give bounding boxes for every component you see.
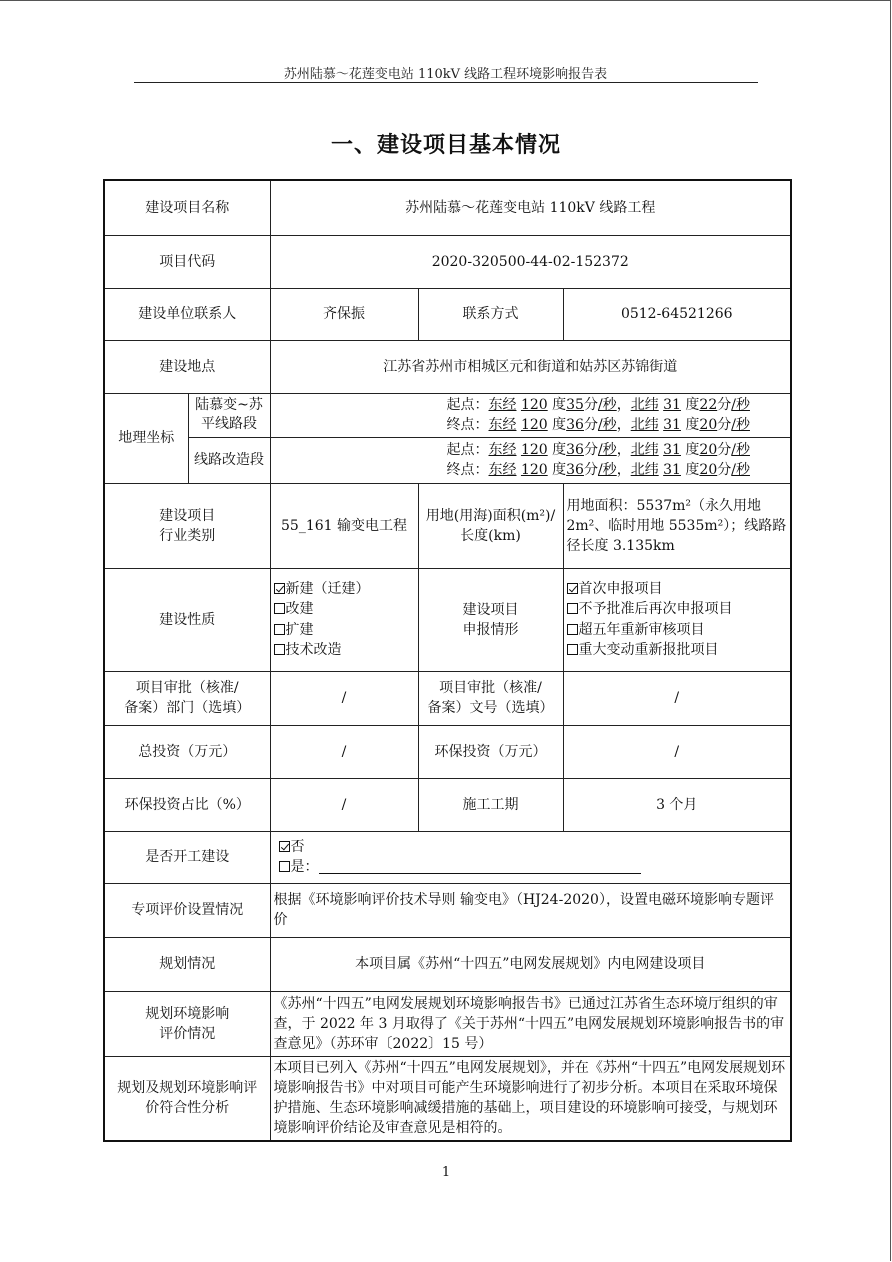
coord-deg-unit: 度 — [552, 462, 567, 478]
checkbox-icon — [567, 624, 578, 635]
coord-north-deg: 31 — [663, 442, 681, 458]
coord-north-deg: 31 — [663, 397, 681, 413]
row-contact — [104, 288, 791, 340]
project-name-label: 建设项目名称 — [104, 180, 270, 235]
env-investment-value: / — [563, 725, 791, 778]
planning-eia-label-line1: 规划环境影响 — [145, 1005, 230, 1022]
coord-east-min: 36 — [566, 462, 584, 478]
coord-prefix: 终点： — [446, 462, 489, 478]
coord-north-min: 20 — [699, 462, 718, 478]
coord-min-unit: 分 — [717, 462, 732, 478]
declare-option-major-change[interactable] — [567, 640, 788, 661]
option-label: 否 — [290, 838, 305, 855]
planning-label: 规划情况 — [104, 937, 270, 991]
coord-north-label: 北纬 — [630, 417, 659, 433]
coord-prefix: 起点： — [446, 397, 489, 413]
location-value: 江苏省苏州市相城区元和街道和姑苏区苏锦街道 — [270, 340, 791, 393]
geo-segment-1-start — [447, 395, 788, 415]
geo-segment-1-name — [188, 393, 270, 437]
coord-comma: ， — [616, 417, 631, 433]
planning-eia-value: 《苏州“十四五”电网发展规划环境影响报告书》已通过江苏省生态环境厅组织的审查，于 2022 年 3 月取得了《关于苏州“十四五”电网发展规划环境影响报告书的审查意见》（苏环审〔2022〕15 号） — [270, 991, 791, 1056]
coord-sec-unit: /秒 — [597, 442, 617, 458]
coord-east-label: 东经 — [488, 442, 517, 458]
checkbox-icon — [567, 603, 578, 614]
coord-deg-unit: 度 — [685, 442, 700, 458]
nature-option-rebuild[interactable] — [274, 599, 415, 620]
geo-segment-2-start — [447, 440, 788, 460]
row-approval — [104, 671, 791, 725]
started-options — [270, 831, 791, 883]
row-investment — [104, 725, 791, 778]
option-label: 新建（迁建） — [285, 580, 370, 597]
industry-label-line2: 行业类别 — [159, 527, 216, 544]
coord-east-min: 36 — [566, 442, 584, 458]
option-label: 技术改造 — [285, 642, 342, 658]
approval-dept-value: / — [270, 671, 418, 725]
coord-min-unit: 分 — [583, 397, 598, 413]
coord-north-min: 20 — [699, 442, 718, 458]
coord-comma: ， — [616, 462, 631, 478]
section-title: 一、建设项目基本情况 — [330, 133, 561, 158]
row-planning-eia — [104, 991, 791, 1056]
industry-label — [104, 483, 270, 568]
coord-north-label: 北纬 — [630, 442, 659, 458]
area-label — [418, 483, 563, 568]
coord-prefix: 起点： — [446, 442, 489, 458]
investment-value: / — [270, 725, 418, 778]
option-label: 是： — [290, 859, 319, 875]
nature-option-new[interactable] — [274, 579, 415, 600]
env-ratio-label: 环保投资占比（%） — [104, 778, 270, 831]
coord-east-label: 东经 — [488, 462, 517, 478]
coord-deg-unit: 度 — [552, 417, 567, 433]
geo-segment-1-end — [447, 415, 788, 435]
project-name-value: 苏州陆慕～花莲变电站 110kV 线路工程 — [270, 180, 791, 235]
coord-sec-unit: /秒 — [731, 442, 750, 458]
started-option-no[interactable] — [279, 837, 788, 858]
coord-min-unit: 分 — [717, 442, 732, 458]
coord-east-label: 东经 — [488, 417, 517, 433]
nature-label: 建设性质 — [104, 568, 270, 671]
coord-north-min: 22 — [699, 397, 718, 413]
checkbox-icon — [274, 644, 285, 655]
compliance-label — [104, 1056, 270, 1141]
row-nature — [104, 568, 791, 671]
declare-option-first[interactable] — [567, 579, 788, 600]
coord-sec-unit: /秒 — [731, 397, 750, 413]
contact-name: 齐保振 — [270, 288, 418, 340]
row-location — [104, 340, 791, 393]
option-label: 超五年重新审核项目 — [578, 621, 705, 638]
env-ratio-value: / — [270, 778, 418, 831]
checkbox-icon — [279, 861, 290, 872]
yes-fill-in-line[interactable] — [319, 859, 641, 874]
row-started — [104, 831, 791, 883]
checkbox-icon — [274, 603, 285, 614]
period-value: 3 个月 — [563, 778, 791, 831]
row-project-name — [104, 180, 791, 235]
coord-deg-unit: 度 — [685, 397, 700, 413]
compliance-label-line2: 价符合性分析 — [145, 1100, 230, 1117]
declare-options — [563, 568, 791, 671]
coord-deg-unit: 度 — [685, 462, 700, 478]
compliance-label-line1: 规划及规划环境影响评 — [117, 1080, 258, 1097]
geo-segment-1-coords — [270, 393, 791, 437]
coord-sec-unit: /秒 — [731, 462, 750, 478]
coord-min-unit: 分 — [717, 397, 732, 413]
coord-east-deg: 120 — [520, 417, 548, 433]
location-label: 建设地点 — [104, 340, 270, 393]
geo-segment-2-name: 线路改造段 — [188, 437, 270, 483]
phone-value: 0512-64521266 — [563, 288, 791, 340]
coord-sec-unit: /秒 — [597, 397, 617, 413]
geo-segment-2-end — [447, 460, 788, 480]
approval-dept-label — [104, 671, 270, 725]
coord-deg-unit: 度 — [685, 417, 700, 433]
compliance-value: 本项目已列入《苏州“十四五”电网发展规划》，并在《苏州“十四五”电网发展规划环境影响报告书》中对项目可能产生环境影响进行了初步分析。本项目在采取环境保护措施、生态环境影响减缓措施的基础上，项目建设的环境影响可接受，与规划环境影响评价结论及审查意见是相符的。 — [270, 1056, 791, 1141]
project-info-table — [103, 179, 792, 1142]
started-label: 是否开工建设 — [104, 831, 270, 883]
checkbox-icon — [274, 583, 285, 594]
coord-min-unit: 分 — [583, 442, 598, 458]
declare-label-line1: 建设项目 — [462, 601, 519, 618]
planning-eia-label-line2: 评价情况 — [159, 1025, 216, 1042]
header-rule — [134, 82, 758, 83]
running-header: 苏州陆慕～花莲变电站 110kV 线路工程环境影响报告表 — [283, 67, 608, 82]
coord-deg-unit: 度 — [552, 397, 567, 413]
geo-label: 地理坐标 — [104, 393, 188, 483]
checkbox-icon — [567, 644, 578, 655]
approval-dept-label-line2: 备案）部门（选填） — [124, 700, 251, 716]
geo-segment-2-coords — [270, 437, 791, 483]
industry-label-line1: 建设项目 — [159, 507, 216, 524]
coord-comma: ， — [616, 442, 631, 458]
coord-east-min: 35 — [566, 397, 584, 413]
geo-segment-1-name-line2: 平线路段 — [201, 416, 257, 432]
coord-min-unit: 分 — [583, 462, 598, 478]
option-label: 重大变动重新报批项目 — [578, 642, 719, 658]
coord-north-label: 北纬 — [630, 397, 659, 413]
row-planning — [104, 937, 791, 991]
declare-option-five-years[interactable] — [567, 620, 788, 641]
declare-option-resubmit[interactable] — [567, 599, 788, 620]
coord-north-deg: 31 — [663, 462, 681, 478]
coord-east-deg: 120 — [520, 442, 548, 458]
row-industry — [104, 483, 791, 568]
row-env-ratio — [104, 778, 791, 831]
geo-segment-1-name-line1: 陆慕变~苏 — [195, 397, 263, 413]
coord-sec-unit: /秒 — [731, 417, 750, 433]
coord-min-unit: 分 — [583, 417, 598, 433]
period-label: 施工工期 — [418, 778, 563, 831]
coord-comma: ， — [616, 397, 631, 413]
row-compliance — [104, 1056, 791, 1141]
row-special-eval — [104, 883, 791, 937]
coord-sec-unit: /秒 — [597, 417, 617, 433]
special-eval-label: 专项评价设置情况 — [104, 883, 270, 937]
row-geo-segment-2 — [104, 437, 791, 483]
phone-label: 联系方式 — [418, 288, 563, 340]
planning-value: 本项目属《苏州“十四五”电网发展规划》内电网建设项目 — [270, 937, 791, 991]
special-eval-value: 根据《环境影响评价技术导则 输变电》（HJ24-2020），设置电磁环境影响专题评价 — [270, 883, 791, 937]
area-value: 用地面积：5537m²（永久用地 2m²、临时用地 5535m²）；线路路径长度 3.135km — [563, 483, 791, 568]
option-label: 不予批准后再次申报项目 — [578, 601, 733, 617]
project-code-label: 项目代码 — [104, 235, 270, 288]
checkbox-icon — [567, 583, 578, 594]
project-code-value: 2020-320500-44-02-152372 — [270, 235, 791, 288]
started-option-yes[interactable] — [279, 857, 788, 878]
env-investment-label: 环保投资（万元） — [418, 725, 563, 778]
approval-dept-label-line1: 项目审批（核准/ — [135, 680, 239, 696]
declare-label-line2: 申报情形 — [462, 621, 519, 638]
approval-doc-label-line1: 项目审批（核准/ — [439, 680, 542, 696]
investment-label: 总投资（万元） — [104, 725, 270, 778]
approval-doc-value: / — [563, 671, 791, 725]
option-label: 首次申报项目 — [578, 580, 663, 597]
industry-value: 55_161 输变电工程 — [270, 483, 418, 568]
approval-doc-label-line2: 备案）文号（选填） — [427, 700, 554, 716]
area-label-line2: 长度(km) — [460, 527, 521, 544]
coord-north-min: 20 — [699, 417, 718, 433]
contact-label: 建设单位联系人 — [104, 288, 270, 340]
row-geo-segment-1 — [104, 393, 791, 437]
page-number: 1 — [441, 1165, 451, 1180]
approval-doc-label — [418, 671, 563, 725]
coord-deg-unit: 度 — [552, 442, 567, 458]
checkbox-icon — [274, 624, 285, 635]
checkbox-icon — [279, 841, 290, 852]
coord-east-label: 东经 — [488, 397, 517, 413]
nature-option-tech[interactable] — [274, 640, 415, 661]
coord-east-deg: 120 — [520, 462, 548, 478]
coord-sec-unit: /秒 — [597, 462, 617, 478]
nature-option-expand[interactable] — [274, 620, 415, 641]
coord-north-deg: 31 — [663, 417, 681, 433]
coord-min-unit: 分 — [717, 417, 732, 433]
area-label-line1: 用地(用海)面积(m²)/ — [425, 507, 556, 524]
option-label: 改建 — [285, 601, 314, 617]
coord-east-min: 36 — [566, 417, 584, 433]
coord-north-label: 北纬 — [630, 462, 659, 478]
coord-east-deg: 120 — [520, 397, 548, 413]
nature-options — [270, 568, 418, 671]
row-project-code — [104, 235, 791, 288]
planning-eia-label — [104, 991, 270, 1056]
declare-label — [418, 568, 563, 671]
option-label: 扩建 — [285, 621, 314, 638]
coord-prefix: 终点： — [446, 417, 489, 433]
